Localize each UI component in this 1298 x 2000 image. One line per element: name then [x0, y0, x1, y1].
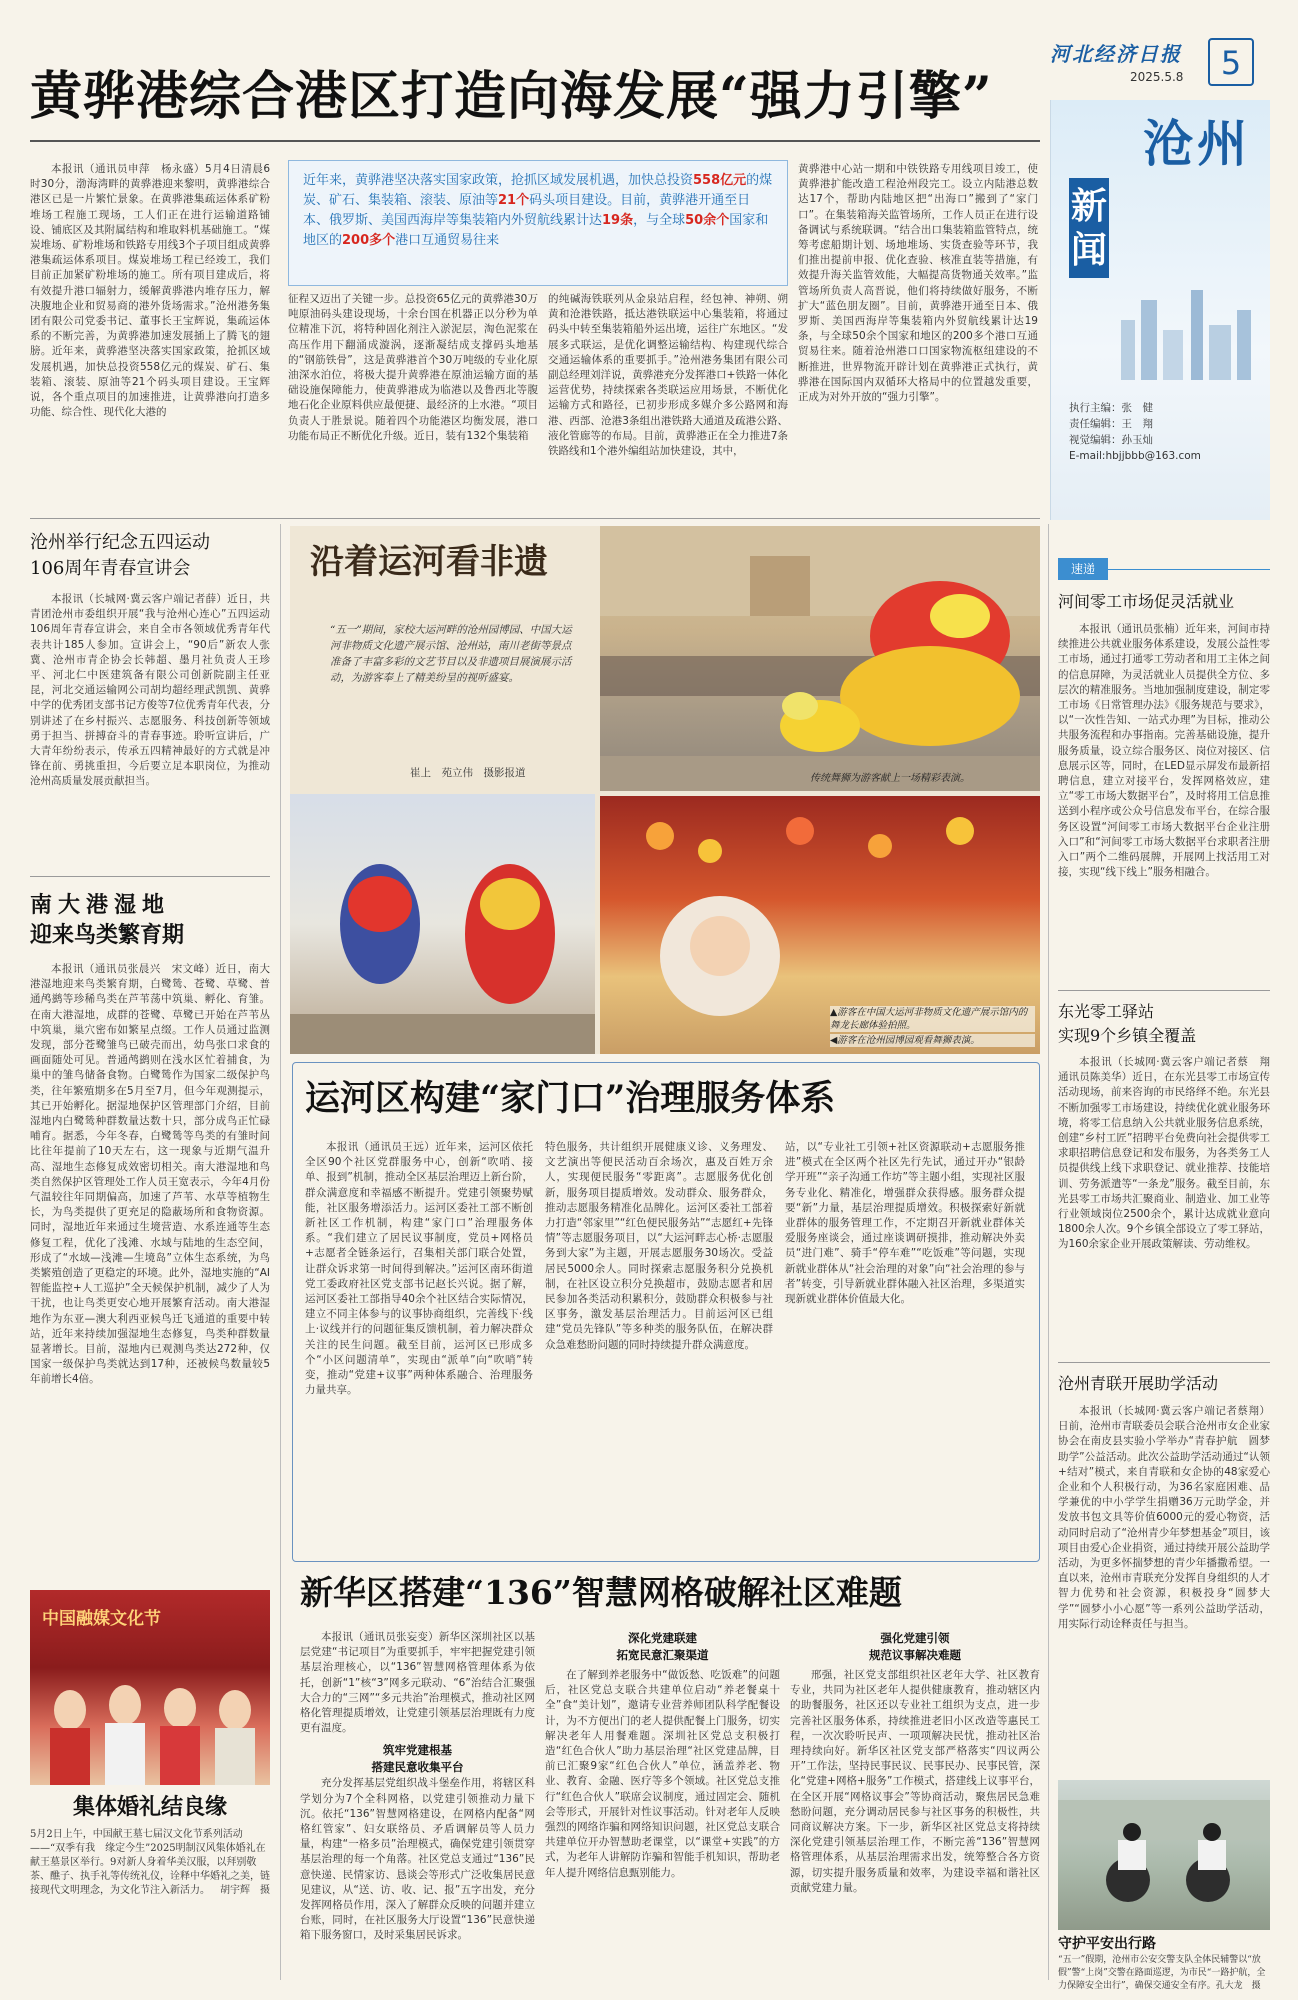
youth-league-text: 本报讯（长城网·冀云客户端记者蔡翔）日前，沧州市青联委员会联合沧州市女企业家协会在南皮县实验小学举办“青春护航 圆梦助学”公益活动。此次公益助学活动通过“认领+结对”模式，来自青联和女企协的48家爱心企业和个人积极行动，为36名家庭困难、品学兼优的中小学学生捐赠36万元助学金，并发放书包文具等价值6000元的爱心物资，活动同时启动了“沧州青少年梦想基金”项目，该项目由爱心企业捐资，通过持续开展公益助学活动，为更多怀揣梦想的青少年播撒希望。一直以来，沧州市青联充分发挥自身组织的人才智力优势和社会资源，积极投身“圆梦大学”“圆梦小小心愿”等一系列公益助学活动，用实际行动诠释责任与担当。	[1058, 1405, 1270, 1630]
xinhua-subhead-1: 筑牢党建根基 搭建民意收集平台	[371, 1743, 464, 1775]
canal-col-2: 特色服务，共计组织开展健康义诊、义务理发、文艺演出等便民活动百余场次，惠及百姓万余人，实现便民服务“零距离”。志愿服务优化创新，服务项目提质增效。发动群众、服务群众，推动志愿服务精准化品牌化。运河区委社工部着力打造“邻家里”“红色便民服务站”“志愿红+先锋情”等志愿服务项目，以“大运河畔志心桥·志愿服务到大家”为主题，开展志愿服务30场次。受益居民5000余人。同时探索志愿服务积分兑换机制，在社区设立积分兑换超市，鼓励志愿者和居民参加各类活动积累积分，鼓励群众积极参与社区事务，激发基层治理活力。目前运河区已组建“党员先锋队”等多种类的服务队伍，在解决群众急难愁盼问题的同时持续提升群众满意度。	[545, 1141, 773, 1351]
lead-headline: 黄骅港综合港区打造向海发展“强力引擎”	[30, 66, 993, 127]
canal-feature-credit: 崔上 苑立伟 摄影报道	[410, 767, 526, 779]
left-divider	[280, 524, 281, 1980]
lion-dance-photo	[600, 526, 1040, 791]
summary-value-ports: 200多个	[342, 233, 396, 248]
canal-feature-caption: “五一”期间，家校大运河畔的沧州园博园、中国大运河非物质文化遗产展示馆、沧州站，南川老街等景点准备了丰富多彩的文艺节目以及非遗项目展演展示活动，为游客奉上了精美纷呈的视听盛宴。	[330, 624, 572, 684]
canal-governance-headline: 运河区构建“家门口”治理服务体系	[305, 1078, 836, 1119]
wedding-headline: 集体婚礼结良缘	[72, 1794, 227, 1820]
youth-league-headline: 沧州青联开展助学活动	[1058, 1374, 1219, 1393]
editor-credits	[1069, 400, 1264, 464]
right-rule-2	[1058, 1362, 1270, 1363]
dongguang-headline: 东光零工驿站 实现9个乡镇全覆盖	[1058, 1002, 1197, 1045]
canal-col-1: 本报讯（通讯员王远）近年来，运河区依托全区90个社区党群服务中心，创新“吹哨、接单、报到”机制，推动全区基层治理迈上新台阶，群众满意度和幸福感不断提升。党建引领聚势赋能，社区服务增添活力。运河区委社工部不断创新社区工作机制，构建“家门口”治理服务体系。“我们建立了居民议事制度，党员+网格员+志愿者全链条运行，召集相关部门联合处置，让群众诉求第一时间得到解决。”运河区南环街道党工委政府社区党支部书记赵长兴说。据了解，运河区委社工部指导40余个社区结合实际情况，建立不同主体参与的议事协商组织，完善线下·线上·议线并行的问题征集反馈机制，着力解决群众关注的民生问题。截至目前，运河区已形成多个“小区问题清单”，实现由“派单”向“吹哨”转变，推动“党建+议事”两种体系融合、治理服务力量共享。	[305, 1141, 533, 1397]
canal-feature-title: 沿着运河看非遗	[310, 542, 548, 582]
summary-value-terminals: 21个	[498, 193, 530, 208]
right-divider	[1048, 524, 1049, 1980]
summary-text: 近年来，黄骅港坚决落实国家政策，抢抓区域发展机遇，加快总投资	[303, 173, 694, 188]
police-headline: 守护平安出行路	[1058, 1936, 1156, 1952]
summary-text: ，与全球	[633, 213, 686, 228]
dongguang-text: 本报讯（长城网·冀云客户端记者蔡 翔 通讯员陈美华）近日，在东光县零工市场宣传活动现场，前来咨询的市民络绎不绝。东光县不断加强零工市场建设，持续优化就业服务环境，将零工信息纳入公共就业服务信息系统，创建“乡村工匠”招聘平台免费向社会提供零工求职招聘信息登记和发布服务，为各类务工人员提供线上线下求职登记、就业推荐、技能培训、劳务派遣等“一条龙”服务。截至目前，东光县零工市场共汇聚商业、制造业、加工业等行业领域岗位2500余个，累计达成就业意向1800余人次。9个乡镇全部设立了零工驿站，为160余家企业开展政策解读、劳动维权。	[1058, 1056, 1281, 1251]
police-photo	[1058, 1780, 1270, 1930]
summary-text: 码头项目建设。目前，黄骅港开通至日本、俄罗斯、美国西海岸等集装箱内外贸航线累计达	[303, 193, 751, 228]
xinhua-headline: 新华区搭建“136”智慧网格破解社区难题	[300, 1573, 902, 1612]
lion-dance-caption: 传统舞狮为游客献上一场精彩表演。	[810, 773, 970, 784]
section-banner	[1050, 100, 1270, 520]
hejian-headline: 河间零工市场促灵活就业	[1058, 592, 1235, 611]
duty-editor-line: 责任编辑：王 翔	[1069, 418, 1153, 430]
lead-col-1: 本报讯（通讯员申萍 杨永盛）5月4日清晨6时30分，渤海湾畔的黄骅港迎来黎明，黄骅港综合港区已是一片繁忙景象。在黄骅港集疏运体系矿粉堆场工程施工现场，工人们正在进行运输道路铺设、铺底区及其附属结构和堆取料机基础施工。“煤炭堆场、矿粉堆场和铁路专用线3个子项目组成黄骅港集疏运体系项目。煤炭堆场工程已经竣工，我们目前正加紧矿粉堆场的施工。所有项目建成后，将有效提升港口辐射力，缓解黄骅港内堆存压力，解决腹地企业和贸易商的港外货场需求。”沧州港务集团有限公司党委书记、董事长王宝辉说，集疏运体系的不断完善，为黄骅港加速发展插上了腾飞的翅膀。近年来，黄骅港坚决落实国家政策，抢抓区域发展机遇，加快总投资558亿元的煤炭、矿石、集装箱、滚装、原油等21个码头项目建设。王宝辉说，各个重点项目的加速推进，让黄骅港向打造多功能、综合性、现代化大港的	[30, 163, 270, 419]
xinhua-subhead-2: 深化党建联建 拓宽民意汇聚渠道	[616, 1631, 709, 1662]
masthead	[1050, 38, 1270, 98]
wetland-text: 本报讯（通讯员张晨兴 宋文峰）近日，南大港湿地迎来鸟类繁育期，白鹭鸶、苍鹭、草鹭、普通鸬鹚等珍稀鸟类在芦苇荡中筑巢、孵化、育雏。在南大港湿地，成群的苍鹭、草鹭已开始在芦苇丛中筑巢，巢穴密布如繁星点缀。工作人员通过监测发现，部分苍鹭雏鸟已破壳而出，幼鸟张口求食的画面随处可见。普通鸬鹚则在浅水区忙着捕食，为巢中的雏鸟储备食物。白鹭鸶作为国家二级保护鸟类，往年繁殖期多在5月至7月，但今年观测提示，其已开始孵化。据湿地保护区管理部门介绍，目前湿地内白鹭鸶种群数量达数十只，部分成鸟正忙碌哺育。据悉，今年冬春，白鹭鸶等鸟类的有雏时间比往年提前了10天左右，这一现象与近期气温升高、湿地生态修复成效密切相关。南大港湿地和鸟类自然保护区管理处工作人员王宽表示，今年4月份气温较往年同期偏高，加速了芦苇、水草等植物生长，为鸟类提供了更充足的隐蔽场所和食物资源。同时，湿地近年来通过生境营造、水系连通等生态修复工程，优化了浅滩、水域与陆地的生态空间，形成了“水域—浅滩—生境岛”立体生态系统，为鸟类繁殖创造了更稳定的环境。此外，湿地实施的“AI智能监控+人工巡护”全天候保护机制，减少了人为干扰，也让鸟类更安心地开展繁育活动。南大港湿地作为东亚—澳大利西亚候鸟迁飞通道的重要中转站，近年来持续加强湿地生态修复，鸟类种群数量显著增长。目前，湿地内已观测鸟类达272种，仅国家一级保护鸟类就达到17种，还被候鸟数量较5年前增长4倍。	[30, 963, 270, 1386]
express-label: 速递	[1058, 558, 1108, 580]
wedding-photo	[30, 1590, 270, 1785]
museum-caption-2: ◀游客在沧州园博园观看舞狮表演。	[830, 1034, 1035, 1047]
summary-text: 的煤炭、矿石、集装箱、滚装、原油等	[303, 173, 773, 208]
police-caption: “五一”假期，沧州市公安交警支队全体民辅警以“放假”警“上岗”交警在路面巡逻，为市民“一路护航，全力保障安全出行”，确保交通安全有序。孔大龙 摄	[1058, 1955, 1266, 1991]
canal-col-3: 站，以“专业社工引领+社区资源联动+志愿服务推进”模式在全区两个社区先行先试，通过开办“银龄学开班”“亲子沟通工作坊”等主题小组，实现社区服务专业化、精准化，增强群众获得感。服务群众提要“新”力量，基层治理提质增效。积极探索好新就业群体的服务管理工作，不定期召开新就业群体关爱服务座谈会，通过座谈调研摸排，推动解决外卖员“进门难”、骑手“停车难”“吃饭难”等问题，实现新就业群体从“社会治理的对象”向“社会治理的参与者”转变，引导新就业群体融入社区治理，多渠道实现新就业群体价值最大化。	[785, 1141, 1025, 1306]
canal-feature	[290, 526, 1040, 1054]
xinhua-col-3: 强化党建引领 规范议事解决难题 邢强，社区党支部组织社区老年大学、社区教育专业，共同为社区老年人提供健康教育，推动辖区内的助餐服务，社区还以专业社工组织为支点，进一步完善社区服务体系，持续推进老旧小区改造等惠民工程，一次次聆听民声、一项项解决民忧，推动社区治理持续向好。新华区社区党支部严格落实“四议两公开”工作法，坚持民事民议、民事民办、民事民管，深化“党建+网格+服务”工作模式，搭建线上议事平台，在全区开展“网格议事会”等协商活动，聚焦居民急难愁盼问题，充分调动居民参与社区事务的积极性，共同商议解决方案。下一步，新华区社区党总支将持续深化党建引领基层治理工作，不断完善“136”智慧网格管理体系，从基层治理需求出发，统筹整合各方资源，切实提升服务质量和效率，为建设幸福和谐社区贡献党建力量。	[790, 1631, 1040, 1894]
museum-photo	[600, 796, 1040, 1054]
xinhua-col-1: 本报讯（通讯员张妄变）新华区深圳社区以基层党建“书记项目”为重要抓手，牢牢把握党建引领基层治理核心，以“136”智慧网格管理体系为依托，创新“1”核“3”网多元联动、“6”治结合汇聚强大合力的“三网”“多元共治”治理模式，推动社区网格化管理提质增效，让党建引领基层治理既有力度更有温度。 筑牢党建根基 搭建民意收集平台 充分发挥基层党组织战斗堡垒作用，将辖区科学划分为7个全科网格，以党建引领推动力量下沉。依托“136”智慧网格建设，在网格内配备“网格红管家”、妇女联络员、矛盾调解员等人员力量，构建“一格多员”治理模式，确保党建引领贯穿基层治理的每一个角落。社区党总支通过“136”民意快递、民情家访、恳谈会等形式广泛收集居民意见建议，从“送、访、收、记、报”五字出发，充分发挥网格员作用，深入了解群众反映的问题并建立台账，同时，在社区服务大厅设置“136”民意快递箱下服务窗口，及时采集居民诉求。	[300, 1631, 535, 1942]
section-title-news: 新闻	[1069, 178, 1109, 278]
summary-text: 国家和地区的	[303, 213, 769, 248]
dragon-dance-photo	[290, 794, 595, 1054]
xinhua-col-2: 深化党建联建 拓宽民意汇聚渠道 在了解到养老服务中“做饭愁、吃饭难”的问题后，社区党总支联合共建单位启动“养老餐桌十全”食“美计划”，邀请专业营养师团队科学配餐设计，为不方便出门的老人提供配餐上门服务，切实解决老年人用餐难题。深圳社区党总支积极打造“红色合伙人”助力基层治理“社区党建品牌，目前已汇聚9家“红色合伙人”单位，涵盖养老、物业、教育、金融、医疗等多个领域。社区党总支推行“红色合伙人”联席会议制度，通过固定会、随机会等形式，开展针对性议事活动。针对老年人反映强烈的网络诈骗和网络知识问题，社区党总支联合共建单位开办智慧助老课堂，以“课堂+实践”的方式，为老年人讲解防诈骗和智能手机知识，帮助老年人提升网络信息甄别能力。	[545, 1631, 780, 1879]
hejian-text: 本报讯（通讯员张楠）近年来，河间市持续推进公共就业服务体系建设，发展公益性零工市场，通过打通零工劳动者和用工主体之间的信息屏障，为灵活就业人员提供全方位、多层次的精准服务。当地加强制度建设，制定零工市场《日常管理办法》《服务规范与要求》，以“一次性告知、一站式办理”为目标，推动公共服务流程和办事指南。完善基础设施，提升服务质量，设立综合服务区、岗位对接区、信息展示区等，同时，在LED显示屏发布最新招聘信息，建立对接平台，发挥网格效应，建立“零工市场大数据平台”，及时将用工信息推送到小程序或公众号信息发布平台，在综合服务区设置“河间零工市场大数据平台企业注册入口”和“河间零工市场大数据平台求职者注册入口”两个二维码展牌，开展网上找活用工对接，实现“线下线上”服务相融合。	[1058, 623, 1270, 879]
youth-headline: 沧州举行纪念五四运动 106周年青春宣讲会	[30, 532, 210, 579]
lead-col-3: 的纯碱海铁联列从金泉站启程，经包神、神朔、朔黄和沧港铁路，抵达港铁联运中心集装箱，将通过码头中转至集装箱船外运出境，运往广东地区。“发展多式联运，是优化调整运输结构、构建现代综合交通运输体系的重要抓手。”沧州港务集团有限公司副总经理刘洋说，黄骅港充分发挥港口+铁路一体化运营优势，持续探索各类联运应用场景，不断优化运输方式和路径，已初步形成多媒介多公路网和海港、西部、沧港3条组出港铁路大通道及疏港公路、液化管廊等的布局。目前，黄骅港正在全力推进7条铁路线和1个港外编组站加快建设，其中，	[548, 293, 788, 458]
lead-col-2: 征程又迈出了关键一步。总投资65亿元的黄骅港30万吨原油码头建设现场，十余台国在机器正以分秒为单位精准下沉，将特种固化剂注入淤泥层，淘色泥浆在高压作用下翻涌成漩涡，逐渐凝结成支撑码头地基的“钢筋铁骨”，这是黄骅港首个30万吨级的专业化原油深水泊位，将极大提升黄骅港在原油运输方面的基础设施保障能力，使黄骅港成为临港以及鲁西北等腹地石化企业原料供应最便捷、最经济的上水港。“项目负责人于胜景说。随着四个功能港区均衡发展，港口功能布局正不断优化升级。近日，装有132个集装箱	[288, 293, 538, 442]
visual-editor-line: 视觉编辑：孙玉灿	[1069, 434, 1153, 446]
summary-value-routes: 19条	[602, 213, 634, 228]
right-rule-1	[1058, 990, 1270, 991]
header-rule	[30, 140, 1040, 142]
lead-col-4: 黄骅港中心站一期和中铁铁路专用线项目竣工，使黄骅港扩能改造工程沧州段完工。设立内陆港总数达17个，帮助内陆地区把“出海口”搬到了“家门口”。在集装箱海关监管场所，工作人员正在进行设备调试与系统联调。“结合出口集装箱监管特点，统筹考虑船期计划、场地堆场、实货查验等环节，我们推出提前申报、优化查验、核准直装等措施，有效提升海关监管效能，大幅提高货物通关效率。”监管场所负责人高晋说，他们将持续做好服务，不断扩大“蓝色朋友圈”。目前，黄骅港开通至日本、俄罗斯、美国西海岸等集装箱内外贸航线累计达19条，与全球50余个国家和地区的200多个港口互通贸易往来。随着沧州港口口国家物流枢纽建设的不断推进，世界物流开辟计划在黄骅港正式执行，黄骅港在国际国内双循环大格局中的位置越发重要，正成为对外开放的“强力引擎”。	[798, 163, 1038, 404]
wedding-caption: 5月2日上午，中国献王墓七届汉文化节系列活动——“双季有我 缘定今生”2025明制汉风集体婚礼在献王墓景区举行。9对新人身着华美汉服，以拜别敬茶、醮子、执手礼等传统礼仪，诠释中华婚礼之美，链接现代文明理念，为文化节注入新活力。 胡宇辉 摄	[30, 1829, 270, 1896]
summary-value-countries: 50余个	[685, 213, 730, 228]
museum-caption-1: ▲游客在中国大运河非物质文化遗产展示馆内的舞龙长廊体验拍照。	[830, 1006, 1035, 1032]
lead-summary	[288, 160, 788, 286]
left-rule-1	[30, 876, 270, 877]
xinhua-subhead-3: 强化党建引领 规范议事解决难题	[869, 1631, 961, 1662]
skyline-graphic	[1111, 280, 1261, 380]
section-title-cangzhou: 沧州	[1143, 114, 1251, 173]
lead-bottom-rule	[30, 518, 1040, 519]
summary-text: 港口互通贸易往来	[395, 233, 500, 248]
wedding-author: 胡宇辉 摄	[220, 1885, 270, 1896]
email-line: E-mail:hbjjbbb@163.com	[1069, 450, 1201, 462]
page-number: 5	[1208, 38, 1254, 86]
wedding-banner-text: 中国融媒文化节	[42, 1609, 161, 1629]
youth-text: 本报讯（长城网·冀云客户端记者薛）近日，共青团沧州市委组织开展“我与沧州心连心”五四运动106周年青春宣讲会，来自全市各领域优秀青年代表共计185人参加。宣讲会上，“90后”新农人张冀、沧州市青企协会长韩超、墨月社负责人王珍平、河北仁中医建筑备有限公司创新院副主任亚昆，河北交通运输网公司胡均超经理武凯凯、黄骅中学的优秀团支部书记方俊等7位优秀青年代表，分别讲述了在乡村振兴、志愿服务、科技创新等领域勇于担当、拼搏奋斗的青春事迹。聆听宣讲后，广大青年纷纷表示，传承五四精神最好的方式就是冲锋在前、勇挑重担，今后要立足本职岗位，为推动沧州高质量发展贡献担当。	[30, 593, 270, 788]
issue-date: 2025.5.8	[1130, 70, 1184, 84]
express-rule	[1108, 569, 1270, 570]
wetland-headline: 南大港湿地 迎来鸟类繁育期	[30, 892, 185, 948]
editor-line: 执行主编：张 健	[1069, 402, 1153, 414]
paper-name: 河北经济日报	[1050, 42, 1182, 66]
summary-value-investment: 558亿元	[693, 173, 747, 188]
